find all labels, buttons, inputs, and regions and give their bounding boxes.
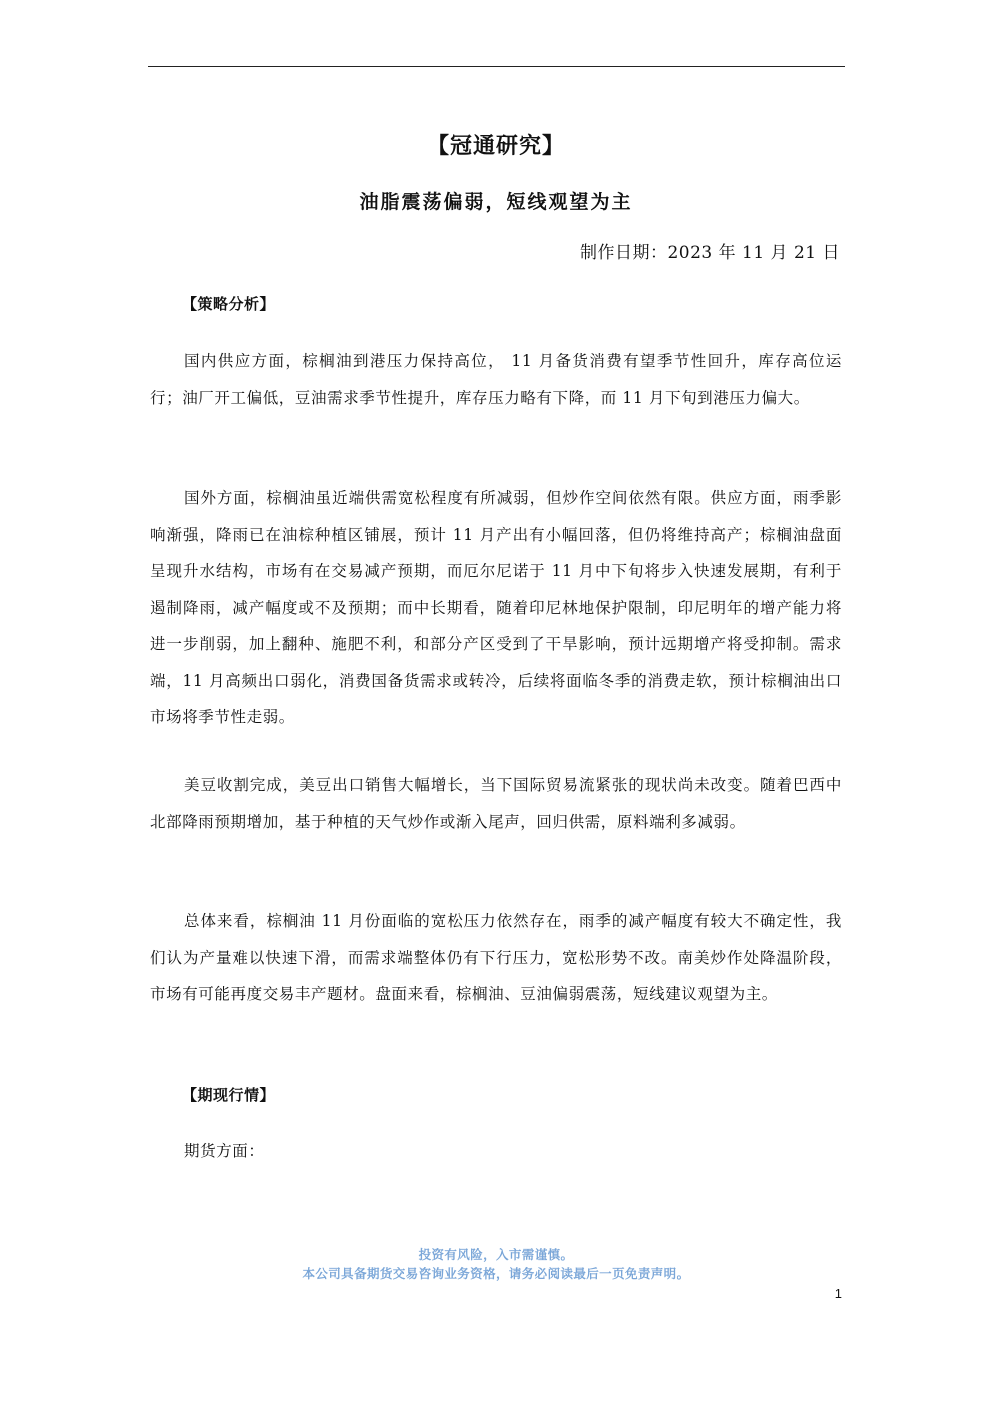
- header-rule: [148, 66, 845, 67]
- footer-disclaimer: 本公司具备期货交易咨询业务资格，请务必阅读最后一页免责声明。: [302, 1266, 690, 1281]
- paragraph-futures-intro: 期货方面：: [184, 1142, 265, 1160]
- paragraph-us-soybean: 美豆收割完成，美豆出口销售大幅增长，当下国际贸易流紧张的现状尚未改变。随着巴西中北部降雨预期增加，基于种植的天气炒作或渐入尾声，回归供需，原料端利多减弱。: [150, 776, 842, 831]
- footer-risk-warning: 投资有风险，入市需谨慎。: [418, 1247, 574, 1262]
- paragraph-domestic-supply: 国内供应方面，棕榈油到港压力保持高位， 11 月备货消费有望季节性回升，库存高位运行；油厂开工偏低，豆油需求季节性提升，库存压力略有下降，而 11 月下旬到港压力偏大。: [150, 352, 842, 407]
- section-heading-strategy: 【策略分析】: [182, 295, 276, 313]
- brand-title: 【冠通研究】: [426, 133, 565, 159]
- report-date: 制作日期：2023 年 11 月 21 日: [579, 243, 840, 263]
- page-number: 1: [834, 1286, 842, 1301]
- paragraph-overseas: 国外方面，棕榈油虽近端供需宽松程度有所减弱，但炒作空间依然有限。供应方面，雨季影响渐强，降雨已在油棕种植区铺展，预计 11 月产出有小幅回落，但仍将维持高产；棕榈油盘面呈现升水结构，市场有在交易减产预期，而厄尔尼诺于 11 月中下旬将步入快速发展期，有利于遏制降雨，减产幅度或不及预期；而中长期看，随着印尼林地保护限制，印尼明年的增产能力将进一步削弱，加上翻种、施肥不利，和部分产区受到了干旱影响，预计远期增产将受抑制。需求端，11 月高频出口弱化，消费国备货需求或转冷，后续将面临冬季的消费走软，预计棕榈油出口市场将季节性走弱。: [150, 489, 842, 726]
- section-heading-market: 【期现行情】: [182, 1086, 276, 1104]
- report-title: 油脂震荡偏弱，短线观望为主: [359, 191, 633, 213]
- paragraph-summary: 总体来看，棕榈油 11 月份面临的宽松压力依然存在，雨季的减产幅度有较大不确定性，我们认为产量难以快速下滑，而需求端整体仍有下行压力，宽松形势不改。南美炒作处降温阶段，市场有可能再度交易丰产题材。盘面来看，棕榈油、豆油偏弱震荡，短线建议观望为主。: [150, 912, 842, 1003]
